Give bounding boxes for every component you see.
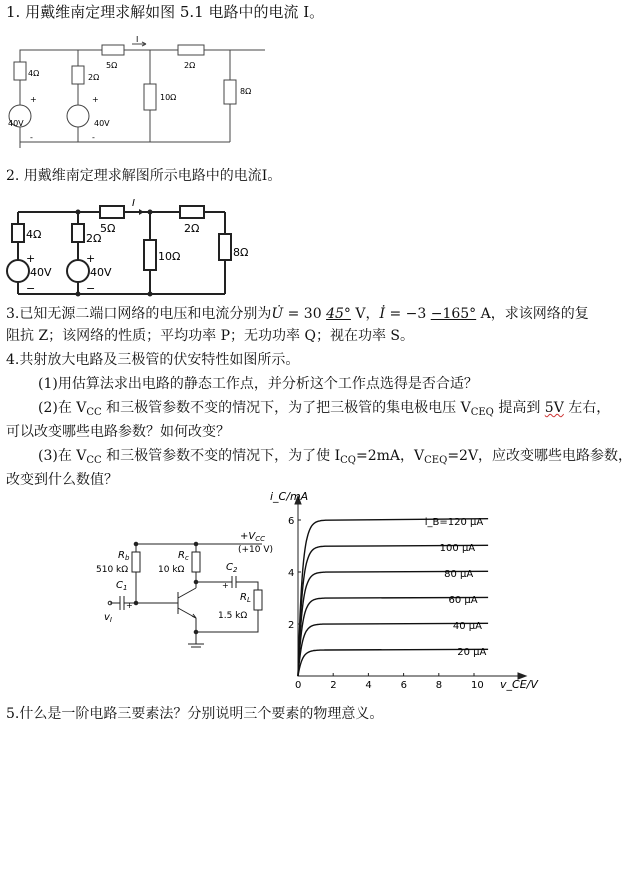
resistor-label-8ohm: 8Ω [240, 87, 252, 96]
plus-sign-a: + [26, 252, 36, 265]
x-tick-label: 6 [400, 680, 407, 691]
voltage-angle: 45° [326, 306, 351, 322]
q4-p2-a: (2)在 V [38, 400, 87, 416]
series-label: i_B=120 μA [424, 517, 484, 528]
rl-label: $R_L$ [240, 592, 251, 604]
question-4-title: 4.共射放大电路及三极管的伏安特性如图所示。 [6, 352, 300, 368]
source-label-40v-a: 40V [8, 119, 24, 128]
question-4-part-1: (1)用估算法求出电路的静态工作点，并分析这个工作点选得是否合适？ [38, 376, 478, 392]
voltage-magnitude: = 30 [283, 306, 327, 322]
rl-value: 1.5 kΩ [218, 611, 248, 621]
question-3-line-2: 阻抗 Z；该网络的性质；平均功率 P；无功功率 Q；视在功率 S。 [6, 328, 415, 344]
y-tick-label: 6 [288, 516, 295, 527]
series-label: 80 μA [444, 569, 474, 580]
q4-p3-cc: CC [86, 455, 102, 466]
x-tick-label: 0 [295, 680, 302, 691]
circuit-figure-2 [0, 196, 270, 300]
question-4-part-2-line-2: 可以改变哪些电路参数？如何改变？ [6, 424, 230, 440]
transistor-output-characteristics-chart [262, 488, 540, 694]
question-5: 5.什么是一阶电路三要素法？分别说明三个要素的物理意义。 [6, 706, 384, 722]
c2-label: $C_2$ [226, 562, 238, 574]
resistor-label-2ohm-b: 2Ω [184, 61, 196, 70]
q4-p3-d: =2V，应改变哪些电路参数， [447, 448, 633, 464]
source-label-40v-b: 40V [94, 119, 110, 128]
voltage-symbol: U̇ [271, 306, 284, 322]
current-unit: A，求该网络的复 [476, 306, 589, 322]
ic-curve [298, 597, 488, 676]
resistor-label-5ohm: 5Ω [106, 61, 118, 70]
c1-plus: + [126, 601, 133, 610]
q4-p2-b: 和三极管参数不变的情况下，为了把三极管的集电极电压 V [101, 400, 471, 416]
q4-p3-c: =2mA，V [356, 448, 425, 464]
c2-plus: + [222, 581, 229, 590]
rc-label: $R_c$ [178, 550, 189, 562]
minus-sign-b: − [86, 282, 96, 295]
current-magnitude: = −3 [385, 306, 431, 322]
resistor-label-4ohm: 4Ω [28, 69, 40, 78]
plus-sign-b: + [92, 95, 99, 104]
resistor-label-2ohm-a: 2Ω [88, 73, 100, 82]
plus-sign-a: + [30, 95, 37, 104]
minus-sign-a: - [30, 133, 33, 142]
current-angle: −165° [430, 306, 477, 322]
rb-value: 510 kΩ [96, 565, 129, 575]
x-tick-label: 8 [435, 680, 443, 691]
q4-p2-5v: 5V [544, 400, 564, 416]
y-tick-label: 4 [288, 568, 295, 579]
q3-prefix: 3.已知无源二端口网络的电压和电流分别为 [6, 306, 272, 322]
resistor-label-10ohm: 10Ω [160, 93, 177, 102]
y-tick-label: 2 [288, 620, 295, 631]
x-tick-label: 2 [330, 680, 337, 691]
q4-p3-a: (3)在 V [38, 448, 87, 464]
current-label-i: I [132, 198, 135, 209]
q4-p2-ceq: CEQ [470, 407, 494, 418]
minus-sign-b: - [92, 133, 95, 142]
question-2: 2. 用戴维南定理求解图所示电路中的电流I。 [6, 168, 282, 184]
series-label: 40 μA [452, 621, 482, 632]
q4-p2-c: 提高到 [493, 400, 545, 416]
voltage-unit: V， [350, 306, 380, 322]
x-tick-label: 4 [365, 680, 372, 691]
c1-label: $C_1$ [116, 580, 128, 592]
q4-p2-d: 左右， [563, 400, 611, 416]
series-label: 20 μA [457, 647, 487, 658]
resistor-label-5ohm: 5Ω [100, 222, 116, 235]
resistor-label-8ohm: 8Ω [233, 246, 249, 259]
question-1: 1. 用戴维南定理求解如图 5.1 电路中的电流 I。 [6, 3, 325, 21]
y-axis-label: i_C/mA [270, 490, 309, 503]
x-axis-label: v_CE/V [500, 678, 538, 691]
q4-p2-cc: CC [86, 407, 102, 418]
current-symbol: İ [379, 306, 385, 322]
x-tick-label: 10 [471, 680, 484, 691]
resistor-label-2ohm-a: 2Ω [86, 232, 102, 245]
plus-sign-b: + [86, 252, 96, 265]
rb-label: $R_b$ [118, 550, 130, 562]
resistor-label-4ohm: 4Ω [26, 228, 42, 241]
q4-p3-ceq: CEQ [424, 455, 448, 466]
source-label-40v-b: 40V [90, 266, 112, 279]
resistor-label-2ohm-b: 2Ω [184, 222, 200, 235]
question-4-part-2 [6, 398, 610, 423]
rc-value: 10 kΩ [158, 565, 185, 575]
resistor-label-10ohm: 10Ω [158, 250, 181, 263]
vcc-label: $+V_{CC}$ [240, 531, 266, 543]
circuit-figure-1 [0, 36, 270, 148]
source-label-40v-a: 40V [30, 266, 52, 279]
current-label-i: I [136, 36, 139, 44]
question-4-part-3 [6, 446, 632, 471]
question-4-part-3-line-2: 改变到什么数值？ [6, 472, 118, 488]
minus-sign-a: − [26, 282, 36, 295]
vi-label: $v_I$ [104, 612, 112, 624]
q4-p3-cq: CQ [340, 455, 357, 466]
series-label: 60 μA [448, 595, 478, 606]
question-3-line-1 [6, 304, 589, 324]
vcc-value: (+10 V) [238, 545, 274, 555]
q4-p3-b: 和三极管参数不变的情况下，为了使 I [101, 448, 341, 464]
series-label: 100 μA [439, 543, 476, 554]
amplifier-circuit [96, 528, 286, 654]
